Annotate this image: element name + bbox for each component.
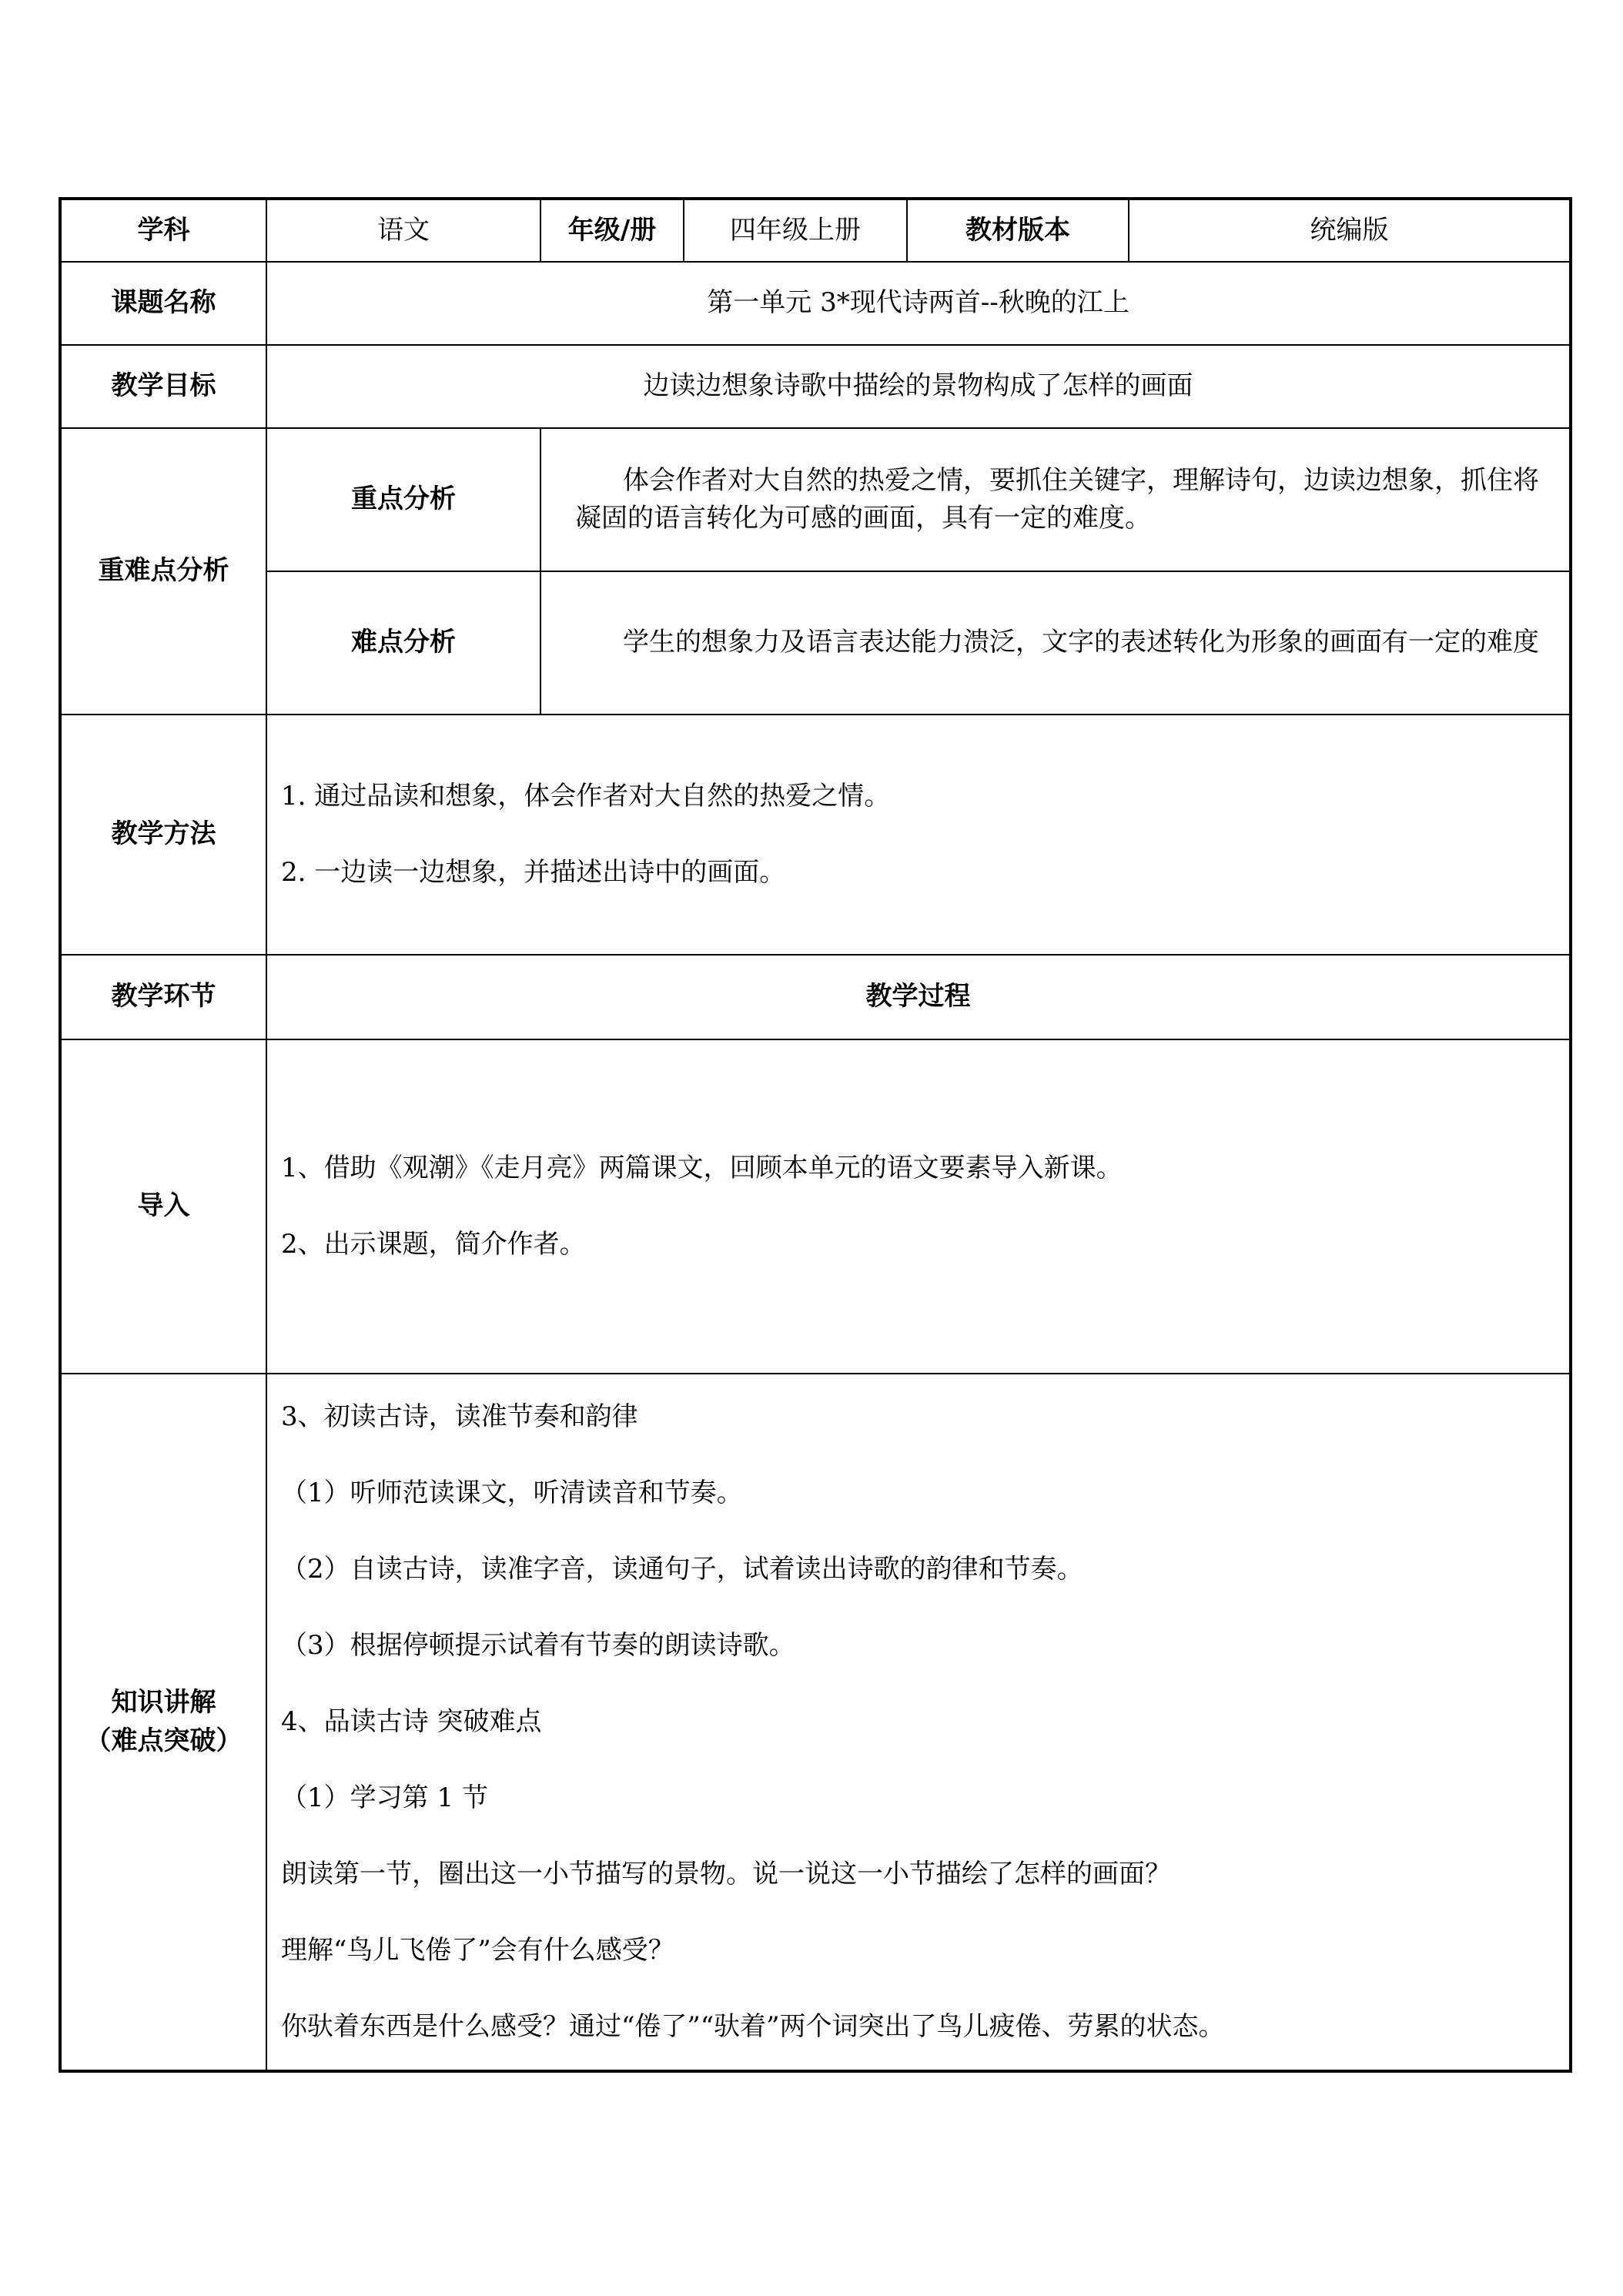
method-item: 1. 通过品读和想象，体会作者对大自然的热爱之情。 bbox=[281, 781, 891, 812]
header-row bbox=[60, 199, 1571, 262]
knowledge-item: 4、品读古诗 突破难点 bbox=[281, 1706, 542, 1737]
key-analysis-text: 体会作者对大自然的热爱之情，要抓住关键字，理解诗句，边读边想象，抓住将凝固的语言转化为可感的画面，具有一定的难度。 bbox=[540, 428, 1571, 571]
topic-label: 课题名称 bbox=[60, 262, 266, 345]
process-header-row bbox=[60, 955, 1571, 1039]
intro-label: 导入 bbox=[60, 1039, 266, 1374]
topic-row bbox=[60, 262, 1571, 345]
intro-row bbox=[60, 1039, 1571, 1374]
objective-value: 边读边想象诗歌中描绘的景物构成了怎样的画面 bbox=[266, 345, 1571, 428]
difficulty-analysis-row bbox=[60, 571, 1571, 715]
method-label: 教学方法 bbox=[60, 715, 266, 955]
grade-value: 四年级上册 bbox=[684, 199, 907, 262]
intro-item: 1、借助《观潮》《走月亮》两篇课文，回顾本单元的语文要素导入新课。 bbox=[281, 1153, 1123, 1183]
knowledge-item: 你驮着东西是什么感受？通过“倦了”“驮着”两个词突出了鸟儿疲倦、劳累的状态。 bbox=[281, 2011, 1225, 2042]
knowledge-label bbox=[60, 1374, 266, 2071]
key-analysis-row bbox=[60, 428, 1571, 571]
difficulty-analysis-text: 学生的想象力及语言表达能力溃泛，文字的表述转化为形象的画面有一定的难度 bbox=[540, 571, 1571, 715]
knowledge-item: （1）听师范读课文，听清读音和节奏。 bbox=[281, 1478, 743, 1508]
knowledge-item: （1）学习第 1 节 bbox=[281, 1782, 488, 1813]
subject-label: 学科 bbox=[60, 199, 266, 262]
lesson-plan-table bbox=[59, 197, 1572, 2073]
subject-value: 语文 bbox=[266, 199, 540, 262]
objective-label: 教学目标 bbox=[60, 345, 266, 428]
edition-value: 统编版 bbox=[1129, 199, 1571, 262]
knowledge-label-main: 知识讲解 bbox=[111, 1687, 216, 1719]
grade-label: 年级/册 bbox=[540, 199, 684, 262]
intro-list bbox=[266, 1039, 1571, 1374]
knowledge-row bbox=[60, 1374, 1571, 2071]
knowledge-list bbox=[266, 1374, 1571, 2071]
knowledge-item: 朗读第一节，圈出这一小节描写的景物。说一说这一小节描绘了怎样的画面？ bbox=[281, 1859, 1171, 1889]
knowledge-label-sub: （难点突破） bbox=[85, 1725, 243, 1756]
knowledge-item: 理解“鸟儿飞倦了”会有什么感受？ bbox=[281, 1935, 674, 1966]
knowledge-item: （2）自读古诗，读准字音，读通句子，试着读出诗歌的韵律和节奏。 bbox=[281, 1554, 1083, 1585]
edition-label: 教材版本 bbox=[907, 199, 1129, 262]
method-row bbox=[60, 715, 1571, 955]
analysis-label: 重难点分析 bbox=[60, 428, 266, 715]
knowledge-item: 3、初读古诗，读准节奏和韵律 bbox=[281, 1401, 638, 1432]
knowledge-item: （3）根据停顿提示试着有节奏的朗读诗歌。 bbox=[281, 1630, 795, 1661]
topic-value: 第一单元 3*现代诗两首--秋晚的江上 bbox=[266, 262, 1571, 345]
stage-header: 教学环节 bbox=[60, 955, 266, 1039]
method-list bbox=[266, 715, 1571, 955]
method-item: 2. 一边读一边想象，并描述出诗中的画面。 bbox=[281, 857, 786, 888]
objective-row bbox=[60, 345, 1571, 428]
difficulty-analysis-label: 难点分析 bbox=[266, 571, 540, 715]
process-header: 教学过程 bbox=[266, 955, 1571, 1039]
intro-item: 2、出示课题，简介作者。 bbox=[281, 1229, 586, 1260]
key-analysis-label: 重点分析 bbox=[266, 428, 540, 571]
